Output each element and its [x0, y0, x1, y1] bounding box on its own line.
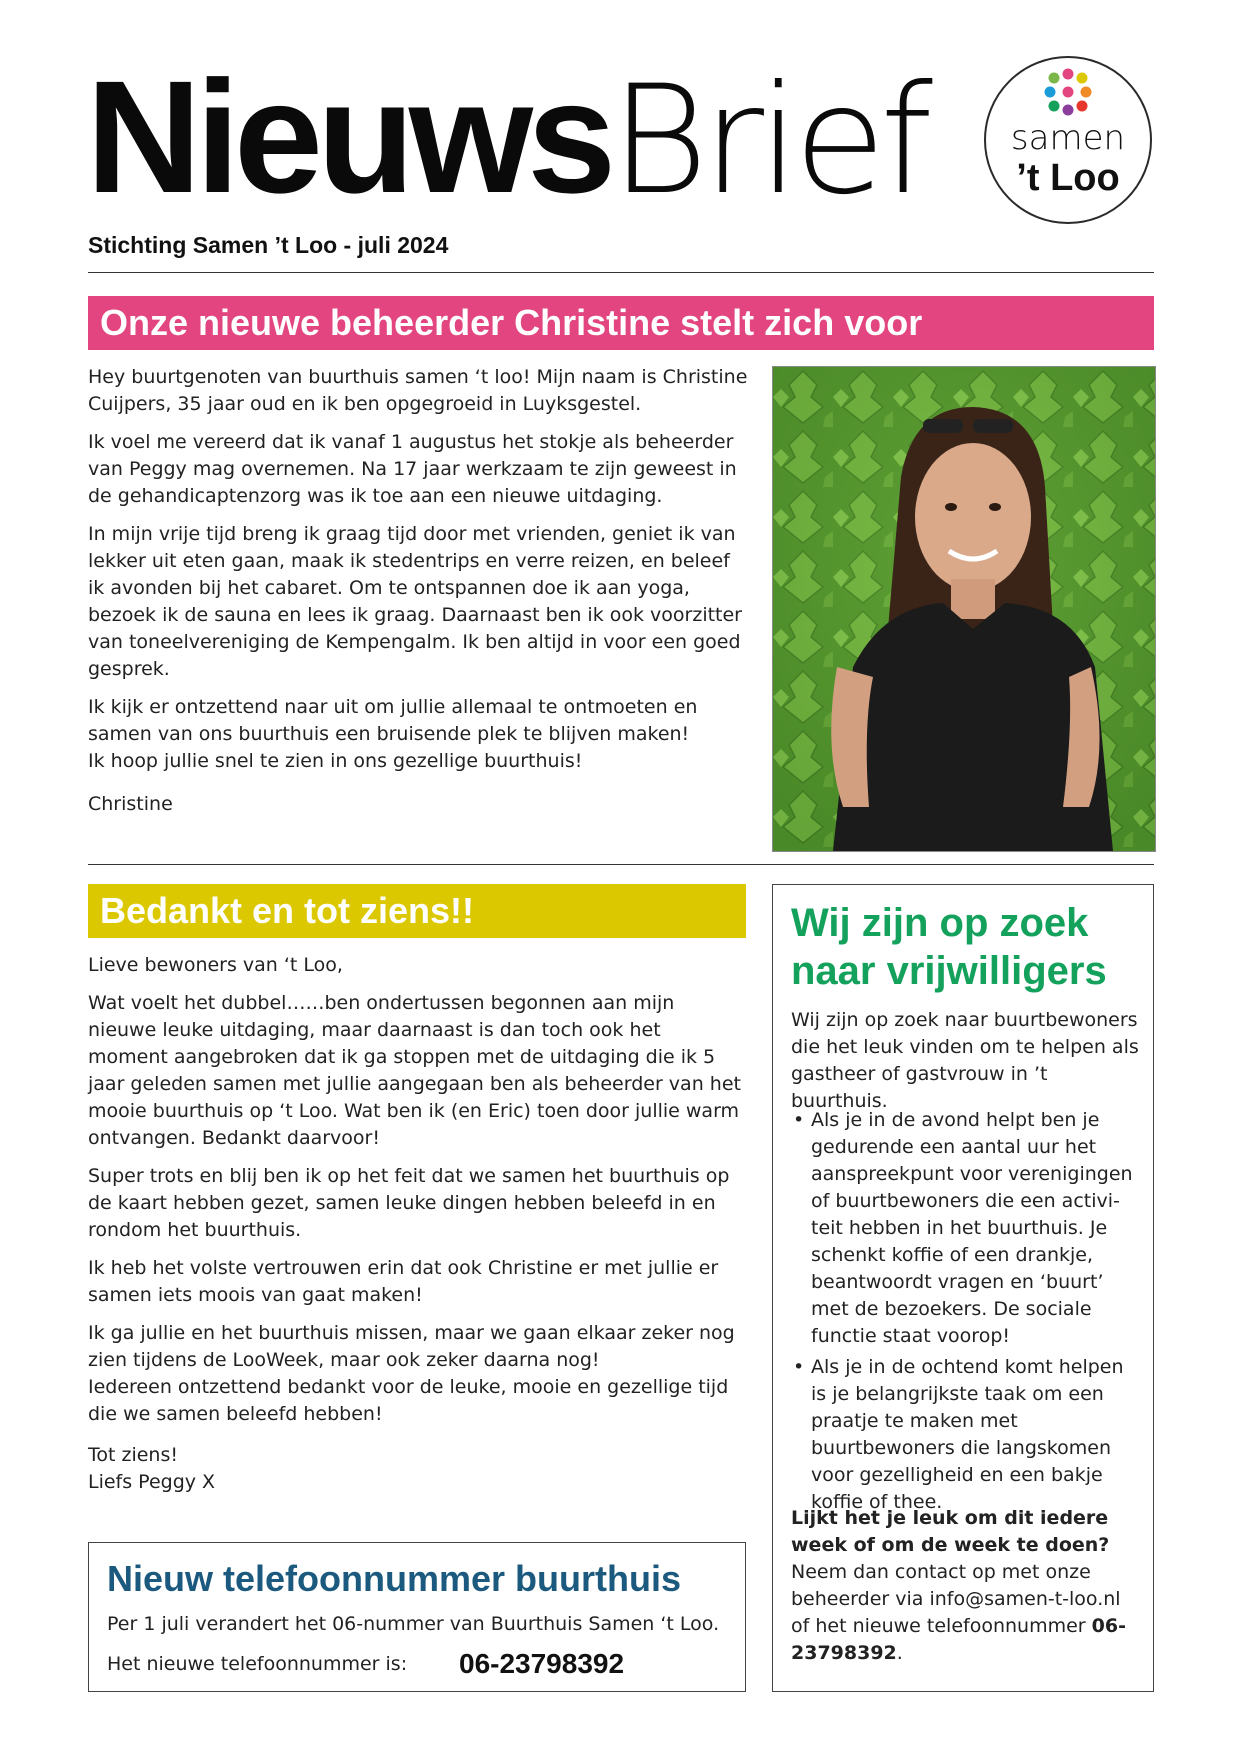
portrait-image: [773, 367, 1155, 851]
logo-dots-icon: [1044, 68, 1092, 116]
volunteers-list-item: • Als je in de avond helpt ben je gedurende een aantal uur het aanspreekpunt voor verenigingen of buurtbewoners die een activi-teit hebben in het buurthuis. Je schenkt koffie of een drankje, beantwoordt vragen en ‘buurt’ met de bezoekers. De sociale functie staat voorop!: [791, 1107, 1143, 1350]
article1-paragraph: Ik hoop jullie snel te zien in ons gezellige buurthuis!: [88, 750, 583, 772]
phone-box-number: 06-23798392: [459, 1648, 625, 1679]
article2-paragraph: Lieve bewoners van ‘t Loo,: [88, 954, 343, 976]
article2-paragraph: Ik heb het volste vertrouwen erin dat ook Christine er met jullie er samen iets moois van gaat maken!: [88, 1257, 719, 1306]
logo: [984, 56, 1152, 224]
volunteers-list-item: • Als je in de ochtend komt helpen is je belangrijkste taak om een praatje te maken met buurtbewoners die langskomen voor gezelligheid en een bakje koffie of thee.: [791, 1354, 1143, 1516]
volunteers-contact: [791, 1559, 1143, 1667]
article2-closing: Tot ziens!: [88, 1444, 178, 1466]
volunteers-list: [791, 1107, 1143, 1520]
article1-paragraph: Ik kijk er ontzettend naar uit om jullie allemaal te ontmoeten en samen van ons buurthuis een bruisende plek te blijven maken!: [88, 696, 698, 745]
article1-body: [88, 364, 748, 829]
volunteers-box: [772, 884, 1154, 1692]
volunteers-heading-line1: Wij zijn op zoek: [791, 901, 1089, 945]
phone-box-line: Per 1 juli verandert het 06-nummer van Buurthuis Samen ‘t Loo.: [107, 1613, 720, 1635]
masthead-title-bold: Nieuws: [86, 47, 611, 226]
article2-paragraph: Ik ga jullie en het buurthuis missen, maar we gaan elkaar zeker nog zien tijdens de LooWeek, maar ook zeker daarna nog!: [88, 1322, 735, 1371]
article2-paragraph: Iedereen ontzettend bedankt voor de leuke, mooie en gezellige tijd die we samen beleefd hebben!: [88, 1376, 729, 1425]
volunteers-heading-line2: naar vrijwilligers: [791, 949, 1107, 993]
section-divider: [88, 864, 1154, 865]
volunteers-question: Lijkt het je leuk om dit iedere week of om de week te doen?: [791, 1507, 1110, 1556]
logo-text-loo: ’t Loo: [1016, 157, 1120, 199]
article2-body: [88, 952, 746, 1496]
christine-photo: [772, 366, 1156, 852]
volunteers-contact-text: Neem dan contact op met onze beheerder via info@samen-t-loo.nl of het nieuwe telefoonnummer: [791, 1561, 1121, 1637]
phone-box-heading: Nieuw telefoonnummer buurthuis: [107, 1558, 682, 1599]
article2-paragraph: Super trots en blij ben ik op het feit dat we samen het buurthuis op de kaart hebben gezet, samen leuke dingen hebben beleefd in en rondom het buurthuis.: [88, 1165, 730, 1241]
volunteers-period: .: [896, 1642, 903, 1664]
article1-heading: Onze nieuwe beheerder Christine stelt zich voor: [88, 296, 1154, 350]
volunteers-heading: [791, 899, 1141, 995]
article1-paragraph: In mijn vrije tijd breng ik graag tijd door met vrienden, geniet ik van lekker uit eten gaan, maak ik stedentrips en verre reizen, en beleef ik avonden bij het cabaret. Om te ontspannen doe ik aan yoga, bezoek ik de sauna en lees ik graag. Daarnaast ben ik ook voorzitter van toneelvereniging de Kempengalm. Ik ben altijd in voor een goed gesprek.: [88, 523, 742, 680]
article2-signature: Liefs Peggy X: [88, 1471, 216, 1493]
masthead-title-light: Brief: [610, 54, 927, 228]
logo-text-samen: samen: [1010, 118, 1126, 158]
phone-number-box: [88, 1542, 746, 1692]
article1-paragraph: Ik voel me vereerd dat ik vanaf 1 augustus het stokje als beheerder van Peggy mag overnemen. Na 17 jaar werkzaam te zijn geweest in de gehandicaptenzorg was ik toe aan een nieuwe uitdaging.: [88, 431, 737, 507]
volunteers-intro: Wij zijn op zoek naar buurtbewoners die het leuk vinden om te helpen als gastheer of gastvrouw in ’t buurthuis.: [791, 1009, 1139, 1112]
phone-box-label: Het nieuwe telefoonnummer is:: [107, 1653, 408, 1675]
article2-heading: Bedankt en tot ziens!!: [88, 884, 746, 938]
article1-paragraph: Hey buurtgenoten van buurthuis samen ‘t loo! Mijn naam is Christine Cuijpers, 35 jaar oud en ik ben opgegroeid in Luyksgestel.: [88, 366, 748, 415]
masthead-title: [86, 47, 927, 228]
article2-paragraph: Wat voelt het dubbel……ben ondertussen begonnen aan mijn nieuwe leuke uitdaging, maar daarnaast is dan toch ook het moment aangebroken dat ik ga stoppen met de uitdaging die ik 5 jaar geleden samen met jullie aangegaan ben als beheerder van het mooie buurthuis op ‘t Loo. Wat ben ik (en Eric) toen door jullie warm ontvangen. Bedankt daarvoor!: [88, 992, 741, 1149]
volunteers-phone: 06-23798392: [791, 1615, 1126, 1664]
article1-signature: Christine: [88, 793, 173, 815]
masthead-subtitle: Stichting Samen ’t Loo - juli 2024: [88, 232, 449, 258]
header-divider: [88, 272, 1154, 273]
